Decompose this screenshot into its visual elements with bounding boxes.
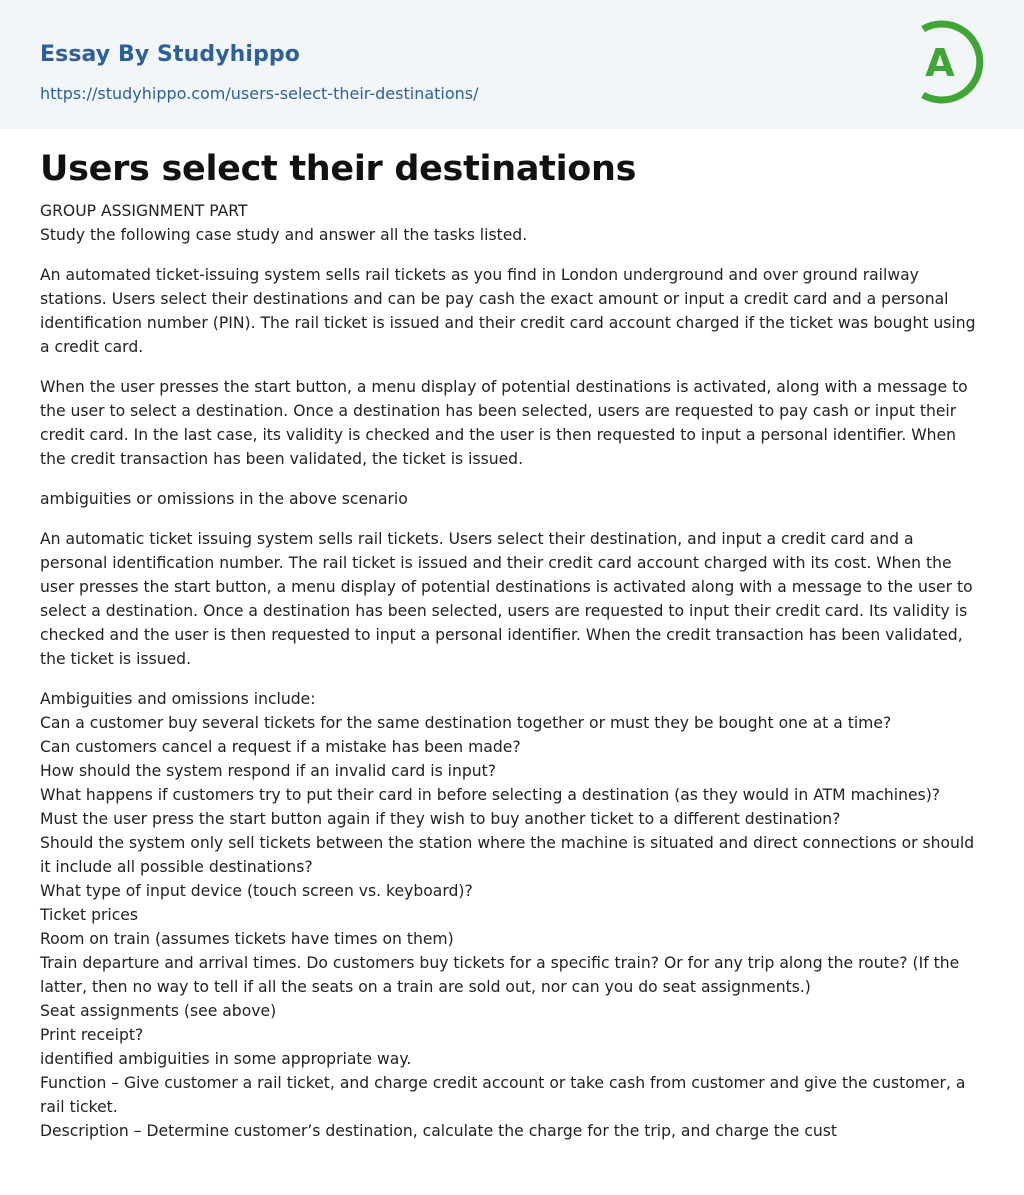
article-title: Users select their destinations: [40, 149, 637, 189]
list-item: Room on train (assumes tickets have times on them): [40, 930, 454, 948]
revised-scenario-paragraph: An automatic ticket issuing system sells rail tickets. Users select their destination, and input a credit card and a personal identification number. The rail ticket is issued and their credit card account charged with its cost. When the user presses the start button, a menu display of potential destinations is activated along with a message to the user to select a destination. Once a destination has been selected, users are requested to input their credit card. Its validity is checked and the user is then requested to input a personal identifier. When the credit transaction has been validated, the ticket is issued.: [40, 530, 973, 668]
list-item: What happens if customers try to put their card in before selecting a destination (as they would in ATM machines)?: [40, 786, 941, 804]
list-item: Ticket prices: [40, 906, 139, 924]
article-body: [0, 129, 1024, 1143]
studyhippo-logo-icon[interactable]: [912, 19, 986, 105]
list-item: Description – Determine customer’s destination, calculate the charge for the trip, and charge the cust: [40, 1122, 838, 1140]
list-item: Train departure and arrival times. Do customers buy tickets for a specific train? Or for any trip along the route? (If the latter, then no way to tell if all the seats on a train are sold out, nor can you do seat assignments.): [40, 954, 960, 996]
logo-letter: A: [925, 41, 955, 85]
start-button-paragraph: When the user presses the start button, a menu display of potential destinations is activated, along with a message to the user to select a destination. Once a destination has been selected, users are requested to pay cash or input their credit card. In the last case, its validity is checked and the user is then requested to input a personal identifier. When the credit transaction has been validated, the ticket is issued.: [40, 378, 968, 468]
intro-line: Study the following case study and answer all the tasks listed.: [40, 226, 528, 244]
intro-paragraph: [40, 199, 984, 247]
list-item: identified ambiguities in some appropriate way.: [40, 1050, 412, 1068]
site-header: [0, 0, 1024, 129]
list-item: What type of input device (touch screen vs. keyboard)?: [40, 882, 473, 900]
list-item: Seat assignments (see above): [40, 1002, 277, 1020]
list-item: Function – Give customer a rail ticket, and charge credit account or take cash from customer and give the customer, a rail ticket.: [40, 1074, 966, 1116]
article-url-link[interactable]: https://studyhippo.com/users-select-their-destinations/: [40, 84, 479, 103]
ambiguities-list: [40, 687, 984, 1143]
ambiguities-heading: ambiguities or omissions in the above scenario: [40, 490, 408, 508]
intro-line: GROUP ASSIGNMENT PART: [40, 202, 248, 220]
list-item: Ambiguities and omissions include:: [40, 690, 316, 708]
list-item: Should the system only sell tickets between the station where the machine is situated and direct connections or should it include all possible destinations?: [40, 834, 975, 876]
site-brand[interactable]: Essay By Studyhippo: [40, 42, 300, 67]
list-item: Can a customer buy several tickets for the same destination together or must they be bought one at a time?: [40, 714, 892, 732]
list-item: How should the system respond if an invalid card is input?: [40, 762, 497, 780]
list-item: Must the user press the start button again if they wish to buy another ticket to a different destination?: [40, 810, 841, 828]
scenario-paragraph: An automated ticket-issuing system sells rail tickets as you find in London underground and over ground railway stations. Users select their destinations and can be pay cash the exact amount or input a credit card and a personal identification number (PIN). The rail ticket is issued and their credit card account charged if the ticket was bought using a credit card.: [40, 266, 976, 356]
list-item: Print receipt?: [40, 1026, 144, 1044]
list-item: Can customers cancel a request if a mistake has been made?: [40, 738, 521, 756]
